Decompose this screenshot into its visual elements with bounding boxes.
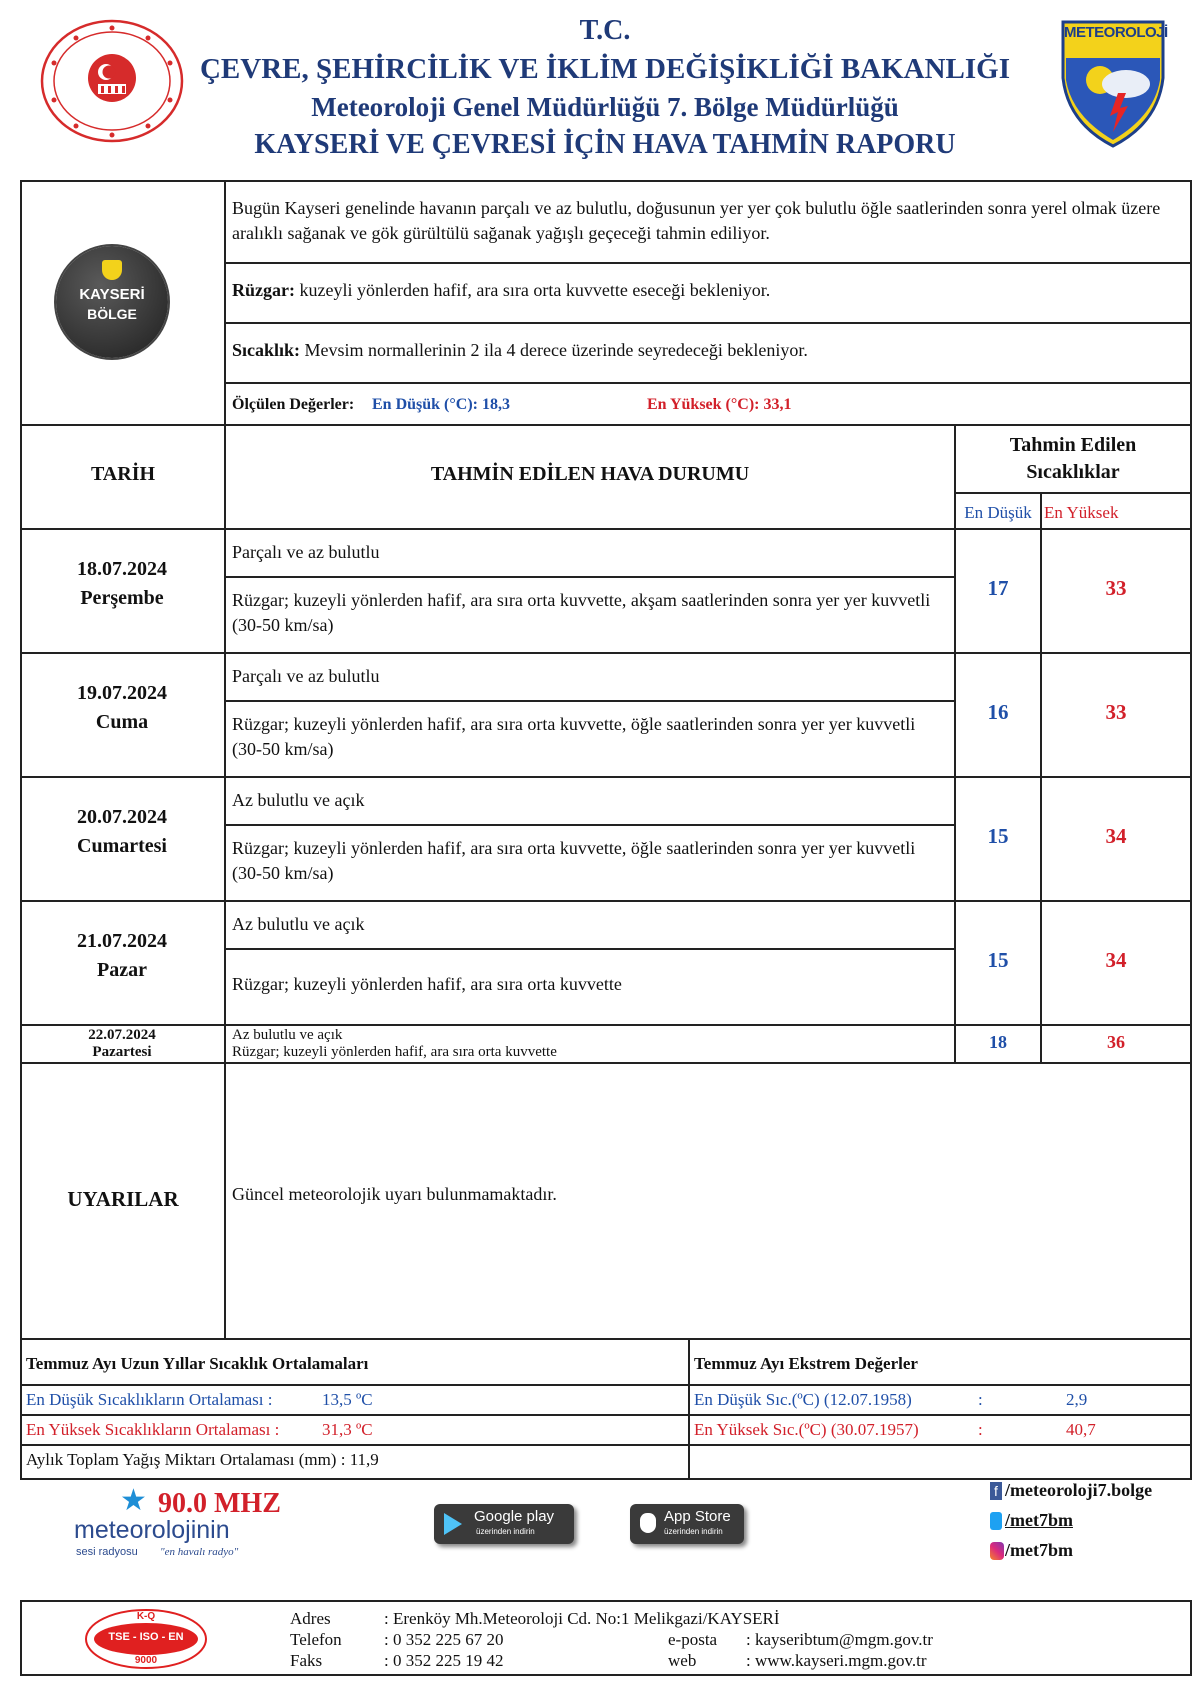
ext-low-value: 2,9 [1066,1390,1088,1409]
header-tc: T.C. [579,15,631,46]
monthly-averages-table [20,1340,1192,1480]
day-wind: Rüzgar; kuzeyli yönlerden hafif, ara sıra orta kuvvette, akşam saatlerinden sonra yer yer kuvvetli (30-50 km/sa) [232,590,931,635]
badge-line2: BÖLGE [87,306,137,322]
instagram-link[interactable]: /met7bm [1005,1540,1073,1560]
day-name: Cumartesi [77,835,167,857]
radio-slogan: "en havalı radyo" [160,1546,239,1558]
day-wind: Rüzgar; kuzeyli yönlerden hafif, ara sıra orta kuvvette, öğle saatlerinden sonra yer yer kuvvetli (30-50 km/sa) [232,838,916,883]
day-name: Cuma [95,711,149,733]
twitter-icon [990,1512,1002,1530]
fax-label: Faks [290,1651,323,1670]
day-low: 18 [989,1032,1007,1052]
day-name: Perşembe [80,587,164,609]
address-value: : Erenköy Mh.Meteoroloji Cd. No:1 Melikgazi/KAYSERİ [384,1609,780,1628]
day-wind: Rüzgar; kuzeyli yönlerden hafif, ara sıra orta kuvvette, öğle saatlerinden sonra yer yer kuvvetli (30-50 km/sa) [232,714,916,759]
ext-high-label: En Yüksek Sıc.(ºC) (30.07.1957) [694,1420,919,1439]
warnings-text: Güncel meteorolojik uyarı bulunmamaktadır. [232,1184,557,1204]
radio-name: meteorolojinin [74,1516,230,1544]
header-report-title: KAYSERİ VE ÇEVRESİ İÇİN HAVA TAHMİN RAPORU [254,129,956,160]
measured-label: Ölçülen Değerler: [232,396,355,413]
col-header-temps-2: Sıcaklıklar [1026,461,1120,483]
google-play-badge[interactable] [434,1504,574,1544]
address-label: Adres [290,1609,331,1628]
forecast-table [20,180,1192,1340]
phone-value: : 0 352 225 67 20 [384,1630,504,1649]
day-weather: Parçalı ve az bulutlu [232,666,380,686]
wind-label: Rüzgar: [232,280,295,300]
temperature-summary [228,338,1188,363]
wind-summary [228,278,1188,303]
day-low: 15 [987,948,1009,972]
day-weather: Az bulutlu ve açık [232,914,365,934]
day-weather: Az bulutlu ve açık [232,1027,343,1043]
header-ministry: ÇEVRE, ŞEHİRCİLİK VE İKLİM DEĞİŞİKLİĞİ BAKANLIĞI [199,53,1011,85]
meteoroloji-logo-text: METEOROLOJİ [1064,24,1168,41]
measured-high: En Yüksek (°C): 33,1 [647,396,792,413]
day-high: 34 [1105,948,1127,972]
fax-value: : 0 352 225 19 42 [384,1651,504,1670]
cert-line3: 9000 [134,1655,158,1666]
temperature-text: Mevsim normallerinin 2 ila 4 derece üzerinde seyredeceği bekleniyor. [300,340,808,360]
general-forecast-text: Bugün Kayseri genelinde havanın parçalı ve az bulutlu, doğusunun yer yer çok bulutlu öğle saatlerinden sonra yerel olmak üzere aralıklı sağanak ve gök gürültülü sağanak yağışlı geçeceği tahmin ediliyor. [232,198,1161,243]
radio-star-icon: ★ [120,1484,147,1517]
report-header [190,12,1020,164]
day-high: 36 [1107,1032,1125,1052]
google-play-label: Google play [474,1508,555,1525]
tse-certificate-logo [84,1608,208,1670]
radio-subtitle: sesi radyosu [76,1546,138,1558]
phone-label: Telefon [290,1630,342,1649]
day-name: Pazar [97,959,147,981]
google-play-icon [444,1513,462,1535]
avg-low-label: En Düşük Sıcaklıkların Ortalaması : [26,1390,273,1409]
day-date: 22.07.2024 [88,1027,156,1043]
day-date: 21.07.2024 [77,930,167,952]
contact-footer [20,1600,1192,1676]
day-high: 33 [1105,700,1127,724]
web-value[interactable]: : www.kayseri.mgm.gov.tr [746,1651,927,1670]
measured-low: En Düşük (°C): 18,3 [372,396,510,413]
avg-high-label: En Yüksek Sıcaklıkların Ortalaması : [26,1420,280,1439]
day-low: 17 [987,576,1009,600]
day-low: 16 [987,700,1009,724]
ext-high-value: 40,7 [1066,1420,1096,1439]
avg-high-value: 31,3 ºC [322,1420,373,1439]
app-store-label: App Store [664,1508,731,1525]
email-value[interactable]: : kayseribtum@mgm.gov.tr [746,1630,933,1649]
email-label: e-posta [668,1630,718,1649]
badge-emblem-icon [102,260,122,280]
meteoroloji-logo [1058,18,1168,148]
facebook-icon: f [990,1482,1002,1500]
badge-line1: KAYSERİ [79,286,145,303]
avg-rain: Aylık Toplam Yağış Miktarı Ortalaması (mm) : 11,9 [26,1450,379,1469]
day-high: 34 [1105,824,1127,848]
cert-line2: TSE - ISO - EN [108,1631,184,1643]
col-header-high: En Yüksek [1044,503,1119,522]
day-wind: Rüzgar; kuzeyli yönlerden hafif, ara sıra orta kuvvette [232,1044,557,1060]
instagram-icon [990,1542,1004,1560]
web-label: web [668,1651,697,1670]
facebook-link[interactable]: /meteoroloji7.bolge [1005,1480,1153,1500]
day-date: 19.07.2024 [77,682,167,704]
col-header-date: TARİH [90,463,156,485]
twitter-link[interactable]: /met7bm [1005,1510,1073,1530]
wind-text: kuzeyli yönlerden hafif, ara sıra orta kuvvette eseceği bekleniyor. [294,280,771,300]
day-weather: Az bulutlu ve açık [232,790,365,810]
radio-logo [72,1486,302,1564]
kayseri-bolge-badge [56,246,168,358]
apple-icon [640,1513,656,1533]
ext-low-colon: : [978,1390,983,1409]
avg-low-value: 13,5 ºC [322,1390,373,1409]
ministry-seal [38,18,186,144]
averages-title: Temmuz Ayı Uzun Yıllar Sıcaklık Ortalamaları [26,1354,369,1373]
extremes-title: Temmuz Ayı Ekstrem Değerler [694,1354,918,1373]
header-directorate: Meteoroloji Genel Müdürlüğü 7. Bölge Müdürlüğü [311,92,899,122]
google-play-sublabel: üzerinden indirin [476,1527,535,1536]
day-wind: Rüzgar; kuzeyli yönlerden hafif, ara sıra orta kuvvette [232,974,622,994]
col-header-forecast: TAHMİN EDİLEN HAVA DURUMU [430,463,750,485]
app-store-badge[interactable] [630,1504,744,1544]
temperature-label: Sıcaklık: [232,340,301,360]
day-low: 15 [987,824,1009,848]
radio-frequency: 90.0 MHZ [158,1488,281,1519]
ext-high-colon: : [978,1420,983,1439]
cert-line1: K-Q [136,1611,156,1622]
warnings-label: UYARILAR [67,1187,179,1211]
ext-low-label: En Düşük Sıc.(ºC) (12.07.1958) [694,1390,912,1409]
day-weather: Parçalı ve az bulutlu [232,542,380,562]
app-store-sublabel: üzerinden indirin [664,1527,723,1536]
col-header-temps-1: Tahmin Edilen [1009,434,1137,456]
col-header-low: En Düşük [964,503,1032,522]
day-date: 18.07.2024 [77,558,167,580]
day-name: Pazartesi [92,1044,152,1060]
day-date: 20.07.2024 [77,806,167,828]
day-high: 33 [1105,576,1127,600]
